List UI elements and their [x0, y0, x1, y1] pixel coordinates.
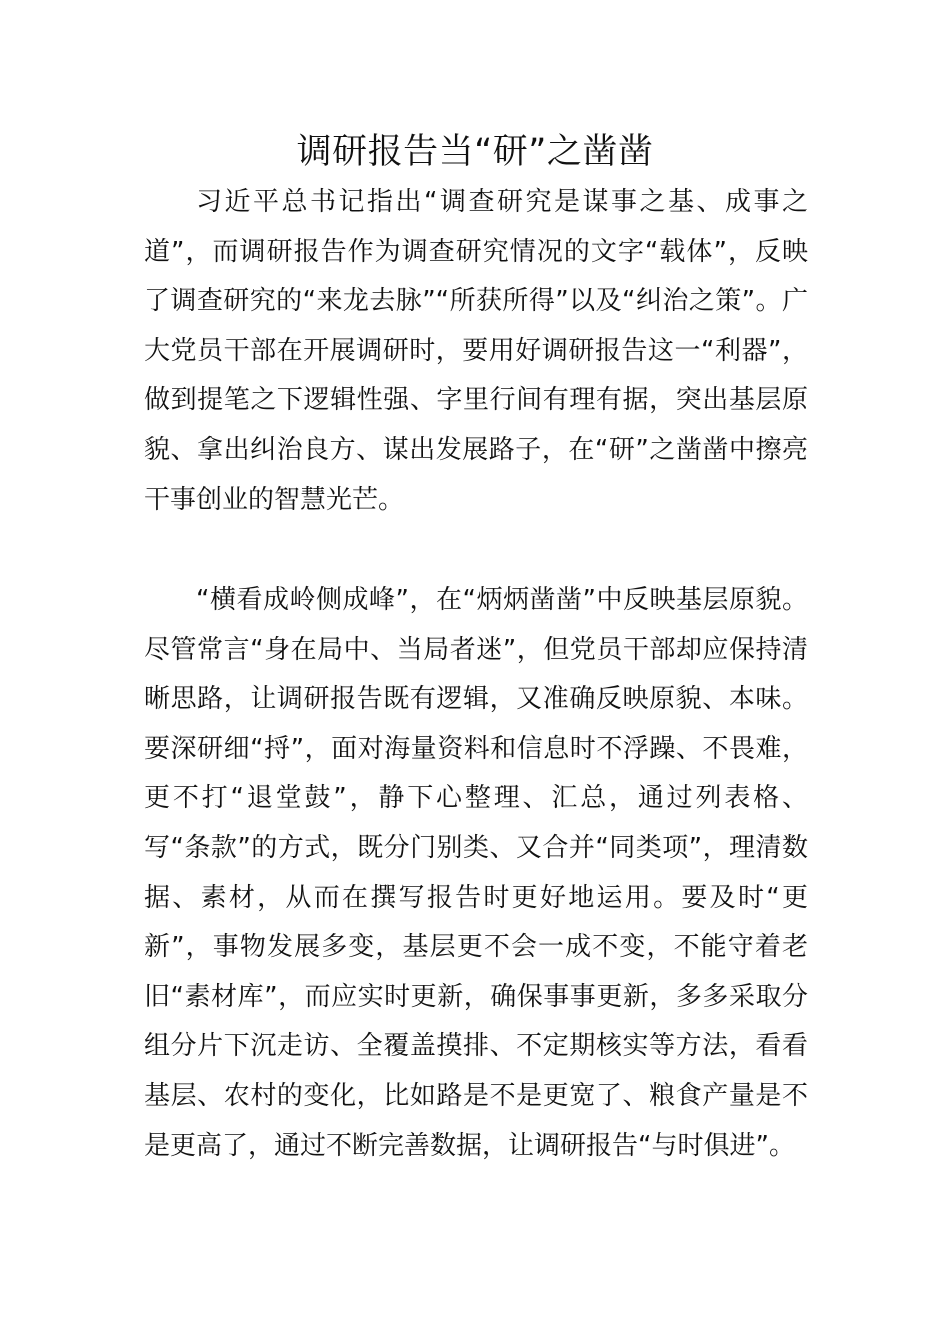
paragraph-intro: 习近平总书记指出“调查研究是谋事之基、成事之道”，而调研报告作为调查研究情况的文字“载体”，反映了调查研究的“来龙去脉”“所获所得”以及“纠治之策”。广大党员干部在开展调研时，要用好调研报告这一“利器”，做到提笔之下逻辑性强、字里行间有理有据，突出基层原貌、拿出纠治良方、谋出发展路子，在“研”之凿凿中擦亮干事创业的智慧光芒。 [144, 187, 808, 515]
paragraph-body: “横看成岭侧成峰”，在“炳炳凿凿”中反映基层原貌。尽管常言“身在局中、当局者迷”，但党员干部却应保持清晰思路，让调研报告既有逻辑，又准确反映原貌、本味。要深研细“捋”，面对海量资料和信息时不浮躁、不畏难，更不打“退堂鼓”，静下心整理、汇总，通过列表格、写“条款”的方式，既分门别类、又合并“同类项”，理清数据、素材，从而在撰写报告时更好地运用。要及时“更新”，事物发展多变，基层更不会一成不变，不能守着老旧“素材库”，而应实时更新，确保事事更新，多多采取分组分片下沉走访、全覆盖摸排、不定期核实等方法，看看基层、农村的变化，比如路是不是更宽了、粮食产量是不是更高了，通过不断完善数据，让调研报告“与时俱进”。 [144, 585, 808, 1161]
document-title: 调研报告当“研”之凿凿 [296, 132, 654, 172]
